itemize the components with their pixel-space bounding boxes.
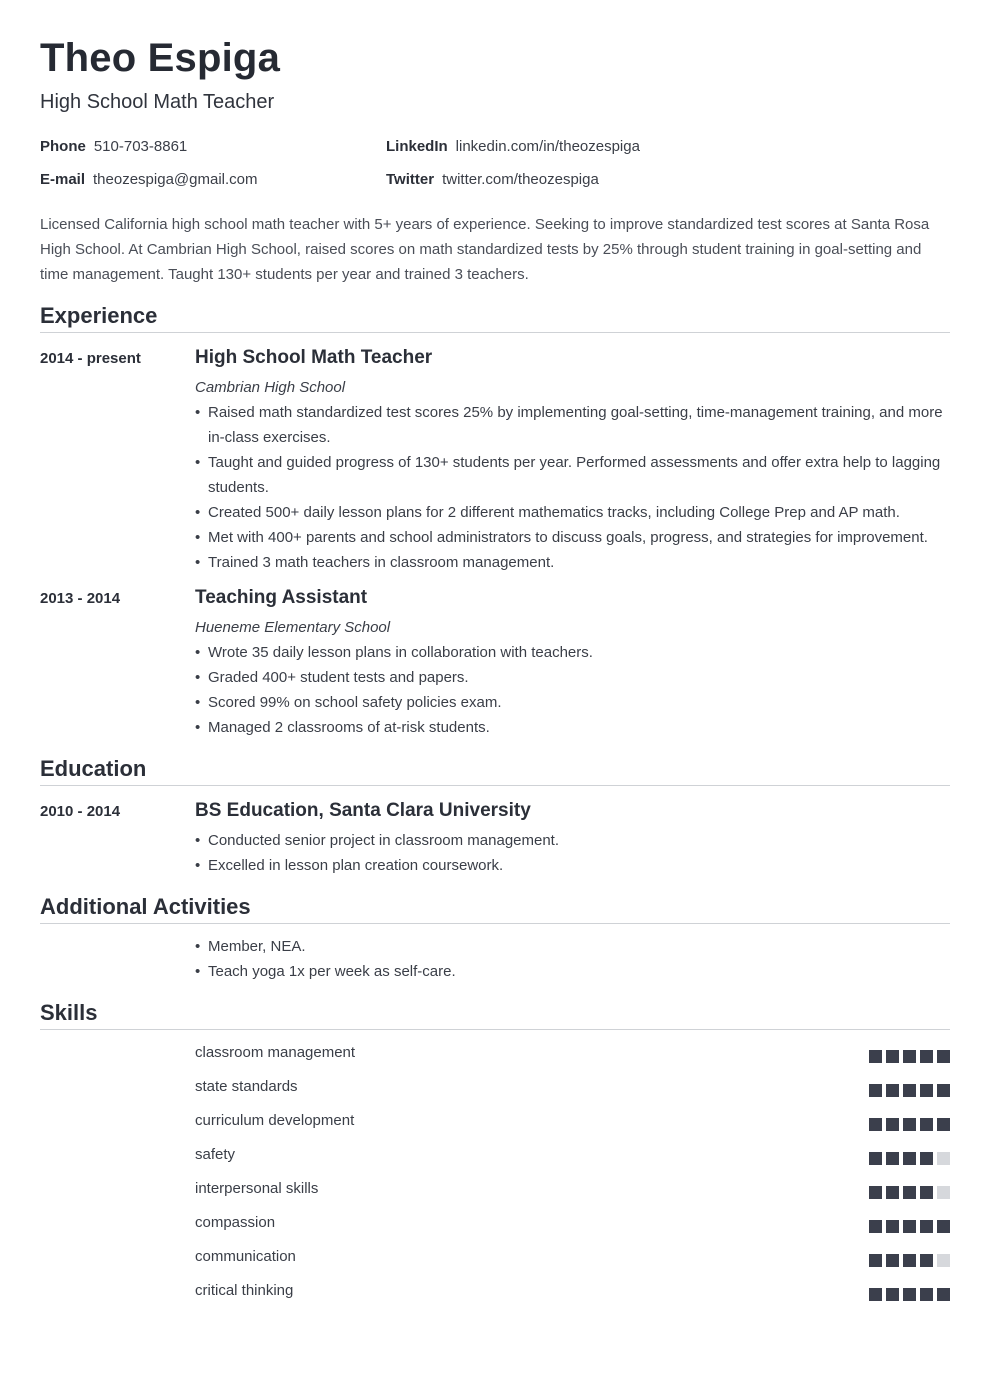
list-item: • Taught and guided progress of 130+ students per year. Performed assessments and offer extra help to lagging students. — [195, 450, 950, 500]
email-value: theozespiga@gmail.com — [93, 171, 258, 188]
twitter-value: twitter.com/theozespiga — [442, 171, 599, 188]
skill-dot-filled — [920, 1118, 933, 1131]
skill-dot-filled — [903, 1152, 916, 1165]
skill-dot-filled — [886, 1118, 899, 1131]
list-item: • Graded 400+ student tests and papers. — [195, 665, 950, 690]
skill-level-meter — [869, 1152, 950, 1165]
skill-level-meter — [869, 1254, 950, 1267]
skill-level-meter — [869, 1288, 950, 1301]
skill-row — [195, 1112, 950, 1134]
activities-heading: Additional Activities — [40, 894, 251, 919]
education-divider — [40, 785, 950, 786]
job-dates: 2013 - 2014 — [40, 590, 121, 607]
skill-dot-filled — [920, 1186, 933, 1199]
skill-name: interpersonal skills — [195, 1180, 319, 1197]
skill-name: classroom management — [195, 1044, 356, 1061]
skill-name: compassion — [195, 1214, 276, 1231]
experience-divider — [40, 332, 950, 333]
skill-row — [195, 1282, 950, 1304]
linkedin-value: linkedin.com/in/theozespiga — [455, 138, 640, 155]
skill-dot-filled — [920, 1220, 933, 1233]
skill-name: communication — [195, 1248, 296, 1265]
skill-dot-filled — [903, 1084, 916, 1097]
skill-dot-filled — [903, 1220, 916, 1233]
skill-dot-filled — [903, 1288, 916, 1301]
linkedin-label: LinkedIn — [386, 138, 448, 155]
contact-phone — [40, 138, 187, 155]
phone-value: 510-703-8861 — [93, 138, 188, 155]
list-item: • Scored 99% on school safety policies exam. — [195, 690, 950, 715]
job-company: Hueneme Elementary School — [195, 619, 391, 636]
candidate-title: High School Math Teacher — [40, 91, 275, 113]
skill-dot-filled — [920, 1152, 933, 1165]
skill-dot-filled — [869, 1084, 882, 1097]
skill-dot-filled — [937, 1118, 950, 1131]
skill-dot-filled — [903, 1186, 916, 1199]
skill-name: curriculum development — [195, 1112, 355, 1129]
contact-linkedin — [386, 138, 640, 155]
skill-level-meter — [869, 1118, 950, 1131]
skill-row — [195, 1146, 950, 1168]
education-dates: 2010 - 2014 — [40, 803, 121, 820]
activities-divider — [40, 923, 950, 924]
twitter-label: Twitter — [386, 171, 435, 188]
skill-row — [195, 1078, 950, 1100]
professional-summary: Licensed California high school math teacher with 5+ years of experience. Seeking to improve standardized test scores at Santa Rosa High School. At Cambrian High School, raised scores on math standardized tests by 25% through student training in goal-setting and time management. Taught 130+ students per year and trained 3 teachers. — [40, 216, 930, 283]
skill-row — [195, 1044, 950, 1066]
education-degree: BS Education, Santa Clara University — [195, 800, 531, 821]
candidate-name: Theo Espiga — [40, 36, 281, 80]
list-item: • Teach yoga 1x per week as self-care. — [195, 959, 950, 984]
skills-divider — [40, 1029, 950, 1030]
skill-name: state standards — [195, 1078, 298, 1095]
experience-heading: Experience — [40, 303, 158, 328]
skills-heading: Skills — [40, 1000, 98, 1025]
skill-dot-empty — [937, 1186, 950, 1199]
list-item: • Member, NEA. — [195, 934, 950, 959]
skill-dot-filled — [869, 1050, 882, 1063]
skill-dot-filled — [886, 1084, 899, 1097]
skill-dot-filled — [903, 1254, 916, 1267]
skill-dot-filled — [920, 1050, 933, 1063]
skill-dot-filled — [903, 1118, 916, 1131]
skill-level-meter — [869, 1220, 950, 1233]
skill-dot-filled — [869, 1220, 882, 1233]
skill-dot-filled — [869, 1152, 882, 1165]
skill-dot-filled — [869, 1186, 882, 1199]
list-item: • Raised math standardized test scores 25% by implementing goal-setting, time-management training, and more in-class exercises. — [195, 400, 950, 450]
skill-dot-filled — [886, 1152, 899, 1165]
list-item: • Managed 2 classrooms of at-risk students. — [195, 715, 950, 740]
skill-dot-filled — [920, 1254, 933, 1267]
list-item: • Wrote 35 daily lesson plans in collaboration with teachers. — [195, 640, 950, 665]
skill-dot-filled — [920, 1288, 933, 1301]
list-item: • Excelled in lesson plan creation coursework. — [195, 853, 950, 878]
skill-row — [195, 1248, 950, 1270]
skill-dot-filled — [937, 1050, 950, 1063]
skill-dot-filled — [869, 1288, 882, 1301]
skill-dot-filled — [886, 1288, 899, 1301]
skill-row — [195, 1180, 950, 1202]
contact-email — [40, 171, 258, 188]
job-title: Teaching Assistant — [195, 587, 368, 608]
skill-name: safety — [195, 1146, 236, 1163]
list-item: • Conducted senior project in classroom management. — [195, 828, 950, 853]
job-dates: 2014 - present — [40, 350, 141, 367]
job-bullet-list — [195, 400, 950, 575]
skill-row — [195, 1214, 950, 1236]
skill-dot-filled — [886, 1050, 899, 1063]
email-label: E-mail — [40, 171, 86, 188]
skill-level-meter — [869, 1186, 950, 1199]
education-heading: Education — [40, 756, 147, 781]
skill-name: critical thinking — [195, 1282, 294, 1299]
job-bullet-list — [195, 640, 950, 740]
job-title: High School Math Teacher — [195, 347, 433, 368]
education-bullet-list — [195, 828, 950, 878]
skill-dot-empty — [937, 1152, 950, 1165]
list-item: • Trained 3 math teachers in classroom management. — [195, 550, 950, 575]
skill-dot-filled — [903, 1050, 916, 1063]
contact-twitter — [386, 171, 599, 188]
skill-dot-filled — [869, 1118, 882, 1131]
skill-dot-filled — [920, 1084, 933, 1097]
list-item: • Met with 400+ parents and school administrators to discuss goals, progress, and strategies for improvement. — [195, 525, 950, 550]
phone-label: Phone — [40, 138, 86, 155]
skill-dot-empty — [937, 1254, 950, 1267]
job-company: Cambrian High School — [195, 379, 346, 396]
skill-dot-filled — [937, 1084, 950, 1097]
skill-dot-filled — [886, 1220, 899, 1233]
activities-bullet-list — [195, 934, 950, 984]
skill-dot-filled — [886, 1186, 899, 1199]
skill-level-meter — [869, 1084, 950, 1097]
skill-dot-filled — [886, 1254, 899, 1267]
skill-level-meter — [869, 1050, 950, 1063]
skill-dot-filled — [869, 1254, 882, 1267]
skill-dot-filled — [937, 1220, 950, 1233]
skill-dot-filled — [937, 1288, 950, 1301]
list-item: • Created 500+ daily lesson plans for 2 different mathematics tracks, including College Prep and AP math. — [195, 500, 950, 525]
